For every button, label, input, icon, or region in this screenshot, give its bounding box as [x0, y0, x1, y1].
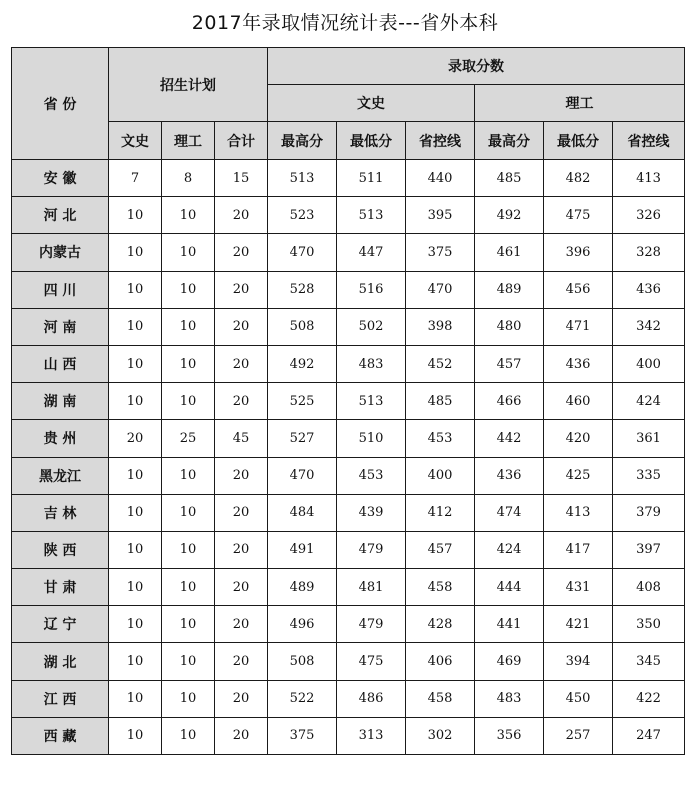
- value-cell: 350: [613, 606, 685, 643]
- value-cell: 458: [406, 680, 475, 717]
- province-cell: 山 西: [12, 345, 109, 382]
- value-cell: 10: [162, 606, 215, 643]
- value-cell: 10: [162, 531, 215, 568]
- table-row: [12, 308, 685, 345]
- value-cell: 302: [406, 717, 475, 754]
- value-cell: 379: [613, 494, 685, 531]
- value-cell: 10: [162, 234, 215, 271]
- province-cell: 内蒙古: [12, 234, 109, 271]
- table-row: [12, 383, 685, 420]
- value-cell: 396: [544, 234, 613, 271]
- value-cell: 527: [268, 420, 337, 457]
- value-cell: 475: [544, 197, 613, 234]
- value-cell: 20: [215, 606, 268, 643]
- value-cell: 479: [337, 531, 406, 568]
- value-cell: 356: [475, 717, 544, 754]
- value-cell: 461: [475, 234, 544, 271]
- province-cell: 河 南: [12, 308, 109, 345]
- header-plan-col: 理工: [162, 122, 215, 160]
- header-score-col: 最高分: [268, 122, 337, 160]
- value-cell: 442: [475, 420, 544, 457]
- table-row: [12, 420, 685, 457]
- value-cell: 398: [406, 308, 475, 345]
- value-cell: 10: [162, 680, 215, 717]
- value-cell: 400: [613, 345, 685, 382]
- value-cell: 10: [109, 606, 162, 643]
- value-cell: 20: [215, 345, 268, 382]
- value-cell: 25: [162, 420, 215, 457]
- value-cell: 10: [109, 494, 162, 531]
- value-cell: 20: [215, 308, 268, 345]
- province-cell: 河 北: [12, 197, 109, 234]
- value-cell: 456: [544, 271, 613, 308]
- value-cell: 10: [109, 271, 162, 308]
- value-cell: 326: [613, 197, 685, 234]
- value-cell: 496: [268, 606, 337, 643]
- value-cell: 400: [406, 457, 475, 494]
- value-cell: 313: [337, 717, 406, 754]
- value-cell: 486: [337, 680, 406, 717]
- value-cell: 452: [406, 345, 475, 382]
- table-row: [12, 160, 685, 197]
- value-cell: 502: [337, 308, 406, 345]
- value-cell: 10: [162, 494, 215, 531]
- value-cell: 20: [215, 383, 268, 420]
- value-cell: 484: [268, 494, 337, 531]
- value-cell: 413: [544, 494, 613, 531]
- value-cell: 20: [215, 457, 268, 494]
- value-cell: 10: [109, 308, 162, 345]
- value-cell: 513: [337, 383, 406, 420]
- table-row: [12, 234, 685, 271]
- value-cell: 420: [544, 420, 613, 457]
- value-cell: 510: [337, 420, 406, 457]
- value-cell: 436: [613, 271, 685, 308]
- value-cell: 453: [337, 457, 406, 494]
- value-cell: 482: [544, 160, 613, 197]
- value-cell: 335: [613, 457, 685, 494]
- value-cell: 485: [406, 383, 475, 420]
- value-cell: 10: [162, 383, 215, 420]
- value-cell: 7: [109, 160, 162, 197]
- value-cell: 466: [475, 383, 544, 420]
- value-cell: 10: [162, 345, 215, 382]
- value-cell: 413: [613, 160, 685, 197]
- province-cell: 四 川: [12, 271, 109, 308]
- province-cell: 辽 宁: [12, 606, 109, 643]
- value-cell: 470: [268, 457, 337, 494]
- table-row: [12, 457, 685, 494]
- value-cell: 20: [215, 234, 268, 271]
- value-cell: 489: [475, 271, 544, 308]
- value-cell: 10: [109, 234, 162, 271]
- value-cell: 481: [337, 569, 406, 606]
- value-cell: 424: [475, 531, 544, 568]
- header-score-col: 最高分: [475, 122, 544, 160]
- province-cell: 安 徽: [12, 160, 109, 197]
- value-cell: 20: [109, 420, 162, 457]
- province-cell: 江 西: [12, 680, 109, 717]
- value-cell: 460: [544, 383, 613, 420]
- value-cell: 458: [406, 569, 475, 606]
- value-cell: 342: [613, 308, 685, 345]
- value-cell: 10: [162, 197, 215, 234]
- table-row: [12, 271, 685, 308]
- value-cell: 395: [406, 197, 475, 234]
- table-row: [12, 569, 685, 606]
- value-cell: 485: [475, 160, 544, 197]
- value-cell: 480: [475, 308, 544, 345]
- value-cell: 475: [337, 643, 406, 680]
- sub-header-row: [12, 122, 685, 160]
- value-cell: 20: [215, 717, 268, 754]
- value-cell: 10: [162, 308, 215, 345]
- value-cell: 412: [406, 494, 475, 531]
- value-cell: 10: [109, 569, 162, 606]
- value-cell: 436: [475, 457, 544, 494]
- value-cell: 20: [215, 197, 268, 234]
- value-cell: 508: [268, 308, 337, 345]
- value-cell: 417: [544, 531, 613, 568]
- value-cell: 479: [337, 606, 406, 643]
- value-cell: 10: [109, 643, 162, 680]
- value-cell: 10: [109, 383, 162, 420]
- value-cell: 528: [268, 271, 337, 308]
- value-cell: 10: [162, 457, 215, 494]
- value-cell: 361: [613, 420, 685, 457]
- header-score-col: 省控线: [406, 122, 475, 160]
- value-cell: 440: [406, 160, 475, 197]
- table-body: [12, 160, 685, 755]
- value-cell: 469: [475, 643, 544, 680]
- value-cell: 453: [406, 420, 475, 457]
- value-cell: 450: [544, 680, 613, 717]
- value-cell: 406: [406, 643, 475, 680]
- table-row: [12, 680, 685, 717]
- value-cell: 513: [268, 160, 337, 197]
- value-cell: 491: [268, 531, 337, 568]
- value-cell: 20: [215, 643, 268, 680]
- value-cell: 511: [337, 160, 406, 197]
- value-cell: 422: [613, 680, 685, 717]
- value-cell: 10: [162, 569, 215, 606]
- header-arts: 文史: [268, 85, 475, 122]
- value-cell: 345: [613, 643, 685, 680]
- value-cell: 10: [162, 643, 215, 680]
- value-cell: 247: [613, 717, 685, 754]
- value-cell: 508: [268, 643, 337, 680]
- value-cell: 10: [109, 531, 162, 568]
- province-cell: 湖 北: [12, 643, 109, 680]
- value-cell: 439: [337, 494, 406, 531]
- province-cell: 湖 南: [12, 383, 109, 420]
- table-row: [12, 197, 685, 234]
- value-cell: 397: [613, 531, 685, 568]
- value-cell: 20: [215, 531, 268, 568]
- value-cell: 375: [268, 717, 337, 754]
- value-cell: 447: [337, 234, 406, 271]
- value-cell: 15: [215, 160, 268, 197]
- value-cell: 489: [268, 569, 337, 606]
- table-row: [12, 345, 685, 382]
- province-cell: 西 藏: [12, 717, 109, 754]
- header-plan-col: 合计: [215, 122, 268, 160]
- value-cell: 10: [109, 457, 162, 494]
- value-cell: 257: [544, 717, 613, 754]
- province-cell: 陕 西: [12, 531, 109, 568]
- value-cell: 328: [613, 234, 685, 271]
- value-cell: 436: [544, 345, 613, 382]
- value-cell: 492: [268, 345, 337, 382]
- header-plan-col: 文史: [109, 122, 162, 160]
- value-cell: 474: [475, 494, 544, 531]
- header-plan: 招生计划: [109, 48, 268, 122]
- value-cell: 513: [337, 197, 406, 234]
- header-province: 省 份: [12, 48, 109, 160]
- value-cell: 471: [544, 308, 613, 345]
- value-cell: 483: [475, 680, 544, 717]
- value-cell: 523: [268, 197, 337, 234]
- value-cell: 457: [475, 345, 544, 382]
- value-cell: 20: [215, 680, 268, 717]
- value-cell: 10: [109, 345, 162, 382]
- value-cell: 522: [268, 680, 337, 717]
- value-cell: 20: [215, 271, 268, 308]
- header-score-col: 省控线: [613, 122, 685, 160]
- value-cell: 457: [406, 531, 475, 568]
- value-cell: 10: [109, 197, 162, 234]
- value-cell: 45: [215, 420, 268, 457]
- value-cell: 8: [162, 160, 215, 197]
- province-cell: 吉 林: [12, 494, 109, 531]
- value-cell: 408: [613, 569, 685, 606]
- header-science: 理工: [475, 85, 685, 122]
- page-title: 2017年录取情况统计表---省外本科: [191, 12, 499, 34]
- value-cell: 431: [544, 569, 613, 606]
- value-cell: 425: [544, 457, 613, 494]
- table-row: [12, 643, 685, 680]
- header-score-col: 最低分: [544, 122, 613, 160]
- table-row: [12, 606, 685, 643]
- value-cell: 10: [162, 271, 215, 308]
- value-cell: 421: [544, 606, 613, 643]
- value-cell: 470: [268, 234, 337, 271]
- admission-stats-table: [11, 47, 685, 755]
- header-score-col: 最低分: [337, 122, 406, 160]
- value-cell: 444: [475, 569, 544, 606]
- header-scores: 录取分数: [268, 48, 685, 85]
- province-cell: 甘 肃: [12, 569, 109, 606]
- value-cell: 20: [215, 494, 268, 531]
- province-cell: 黑龙江: [12, 457, 109, 494]
- value-cell: 470: [406, 271, 475, 308]
- province-cell: 贵 州: [12, 420, 109, 457]
- value-cell: 394: [544, 643, 613, 680]
- table-row: [12, 717, 685, 754]
- value-cell: 483: [337, 345, 406, 382]
- value-cell: 10: [109, 680, 162, 717]
- value-cell: 20: [215, 569, 268, 606]
- table-row: [12, 494, 685, 531]
- value-cell: 492: [475, 197, 544, 234]
- value-cell: 525: [268, 383, 337, 420]
- table-row: [12, 531, 685, 568]
- value-cell: 10: [109, 717, 162, 754]
- value-cell: 424: [613, 383, 685, 420]
- value-cell: 375: [406, 234, 475, 271]
- value-cell: 10: [162, 717, 215, 754]
- value-cell: 516: [337, 271, 406, 308]
- value-cell: 441: [475, 606, 544, 643]
- value-cell: 428: [406, 606, 475, 643]
